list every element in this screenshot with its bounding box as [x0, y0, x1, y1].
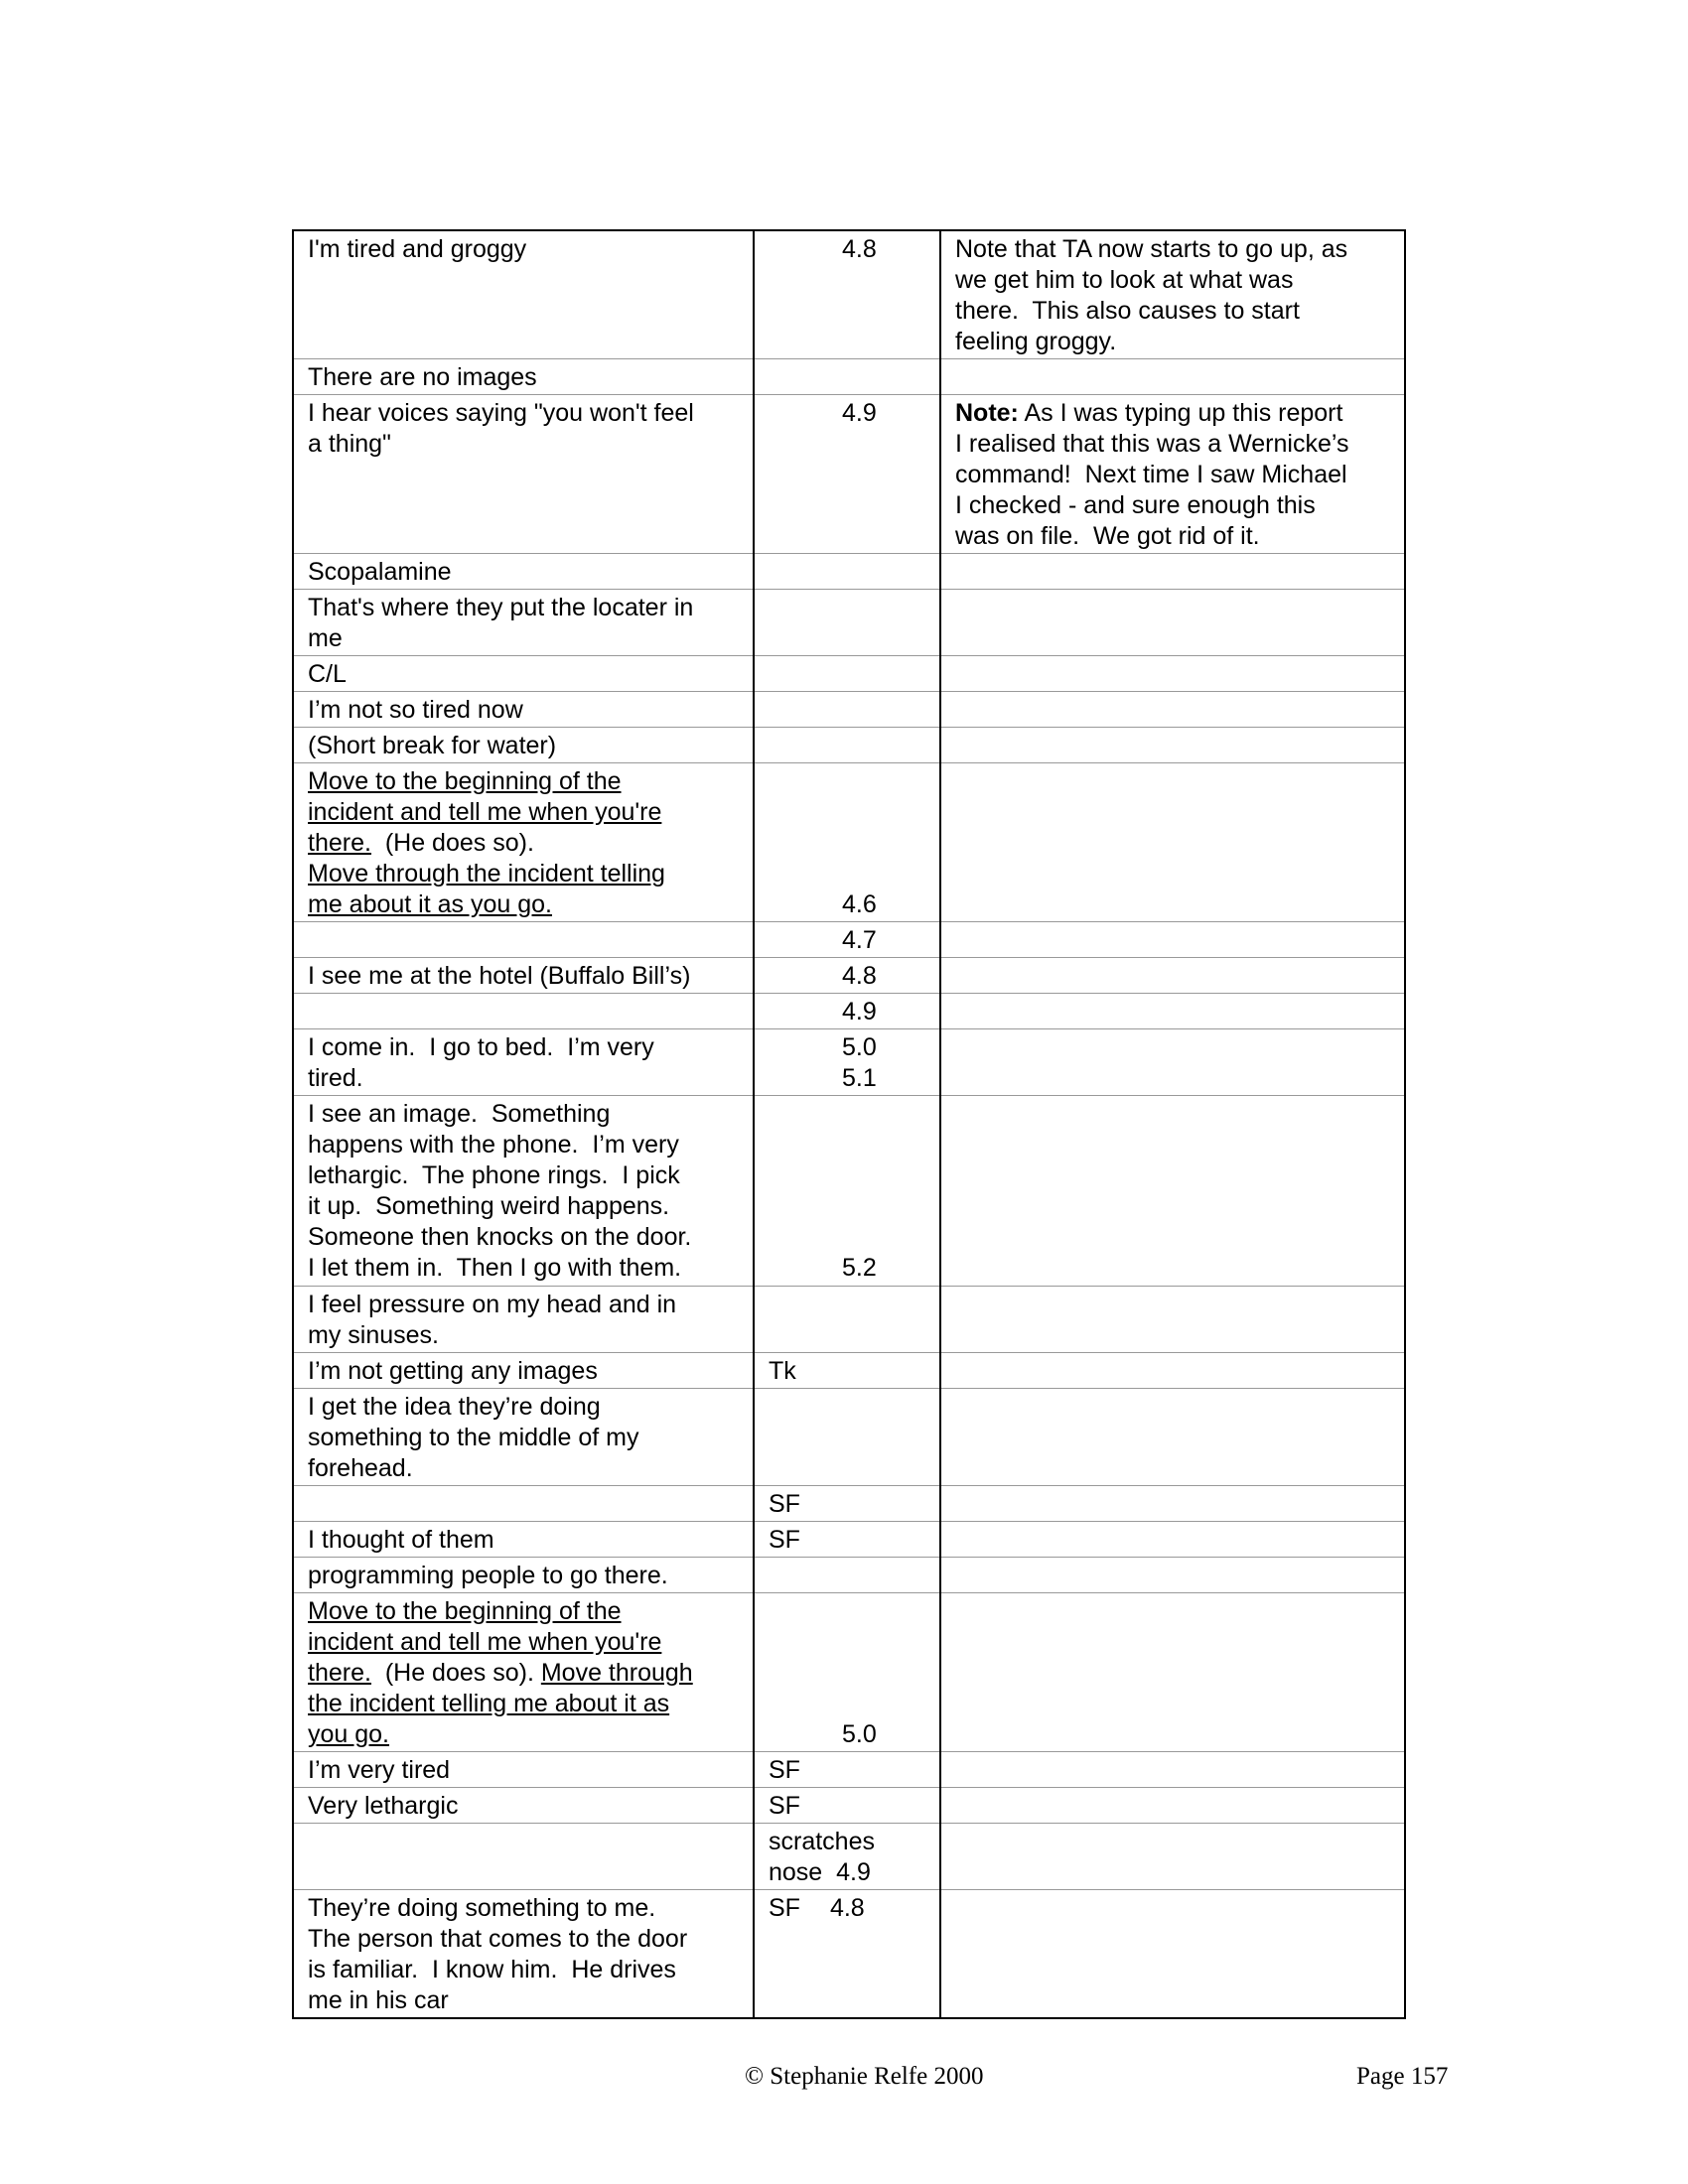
statement-cell: Move to the beginning of the incident and tell me when you're there. (He does so). Move through the incident telling me about it as you go. — [293, 1593, 754, 1752]
note-cell — [940, 1593, 1405, 1752]
value-cell — [754, 590, 940, 656]
value-cell — [754, 692, 940, 728]
value-cell — [754, 1389, 940, 1486]
value-cell: SF — [754, 1522, 940, 1558]
note-cell — [940, 554, 1405, 590]
statement-cell: C/L — [293, 656, 754, 692]
table-row — [293, 1788, 1405, 1824]
statement-cell: They’re doing something to me. The person that comes to the door is familiar. I know him. He drives me in his car — [293, 1890, 754, 2019]
statement-cell — [293, 922, 754, 958]
instruction-text: Move through the incident telling me about it as you go. — [308, 860, 665, 918]
table-row — [293, 1890, 1405, 2019]
note-cell — [940, 1824, 1405, 1890]
transcript-table — [292, 229, 1406, 2019]
footer-copyright: © Stephanie Relfe 2000 — [745, 2063, 984, 2090]
statement-cell: I thought of them — [293, 1522, 754, 1558]
note-cell — [940, 590, 1405, 656]
statement-cell — [293, 1824, 754, 1890]
value-cell: 4.8 — [754, 230, 940, 359]
statement-cell: Move to the beginning of the incident and tell me when you're there. (He does so). Move through the incident telling me about it as you go. — [293, 763, 754, 922]
statement-cell: I'm tired and groggy — [293, 230, 754, 359]
table-row — [293, 922, 1405, 958]
note-cell — [940, 763, 1405, 922]
value-cell — [754, 728, 940, 763]
value-cell: 4.7 — [754, 922, 940, 958]
table-row — [293, 1824, 1405, 1890]
value-cell: 5.0 — [754, 1593, 940, 1752]
table-row — [293, 1389, 1405, 1486]
statement-cell — [293, 1486, 754, 1522]
note-cell — [940, 1522, 1405, 1558]
table-row — [293, 554, 1405, 590]
table-row — [293, 1096, 1405, 1287]
statement-cell: Very lethargic — [293, 1788, 754, 1824]
note-cell — [940, 1287, 1405, 1353]
statement-cell: I’m very tired — [293, 1752, 754, 1788]
statement-cell: I get the idea they’re doing something to the middle of my forehead. — [293, 1389, 754, 1486]
statement-cell: I come in. I go to bed. I’m very tired. — [293, 1029, 754, 1096]
table-row — [293, 1522, 1405, 1558]
note-cell — [940, 922, 1405, 958]
statement-cell: I’m not so tired now — [293, 692, 754, 728]
value-cell: SF 4.8 — [754, 1890, 940, 2019]
table-row — [293, 1752, 1405, 1788]
value-cell: 4.9 — [754, 395, 940, 554]
value-cell: Tk — [754, 1353, 940, 1389]
statement-cell: (Short break for water) — [293, 728, 754, 763]
value-cell — [754, 656, 940, 692]
note-cell: Note that TA now starts to go up, as we get him to look at what was there. This also causes to start feeling groggy. — [940, 230, 1405, 359]
value-cell: 4.8 — [754, 958, 940, 994]
note-cell — [940, 1389, 1405, 1486]
value-cell: 5.0 5.1 — [754, 1029, 940, 1096]
note-cell — [940, 1486, 1405, 1522]
value-cell: 4.6 — [754, 763, 940, 922]
value-cell: SF — [754, 1788, 940, 1824]
table-row — [293, 395, 1405, 554]
table-row — [293, 230, 1405, 359]
note-cell — [940, 692, 1405, 728]
value-cell: 4.9 — [754, 994, 940, 1029]
table-row — [293, 359, 1405, 395]
note-cell: Note: As I was typing up this report I realised that this was a Wernicke’s command! Next time I saw Michael I checked - and sure enough this was on file. We got rid of it. — [940, 395, 1405, 554]
statement-cell: I feel pressure on my head and in my sinuses. — [293, 1287, 754, 1353]
statement-cell: That's where they put the locater in me — [293, 590, 754, 656]
statement-cell: There are no images — [293, 359, 754, 395]
table-row — [293, 1353, 1405, 1389]
value-cell: scratches nose 4.9 — [754, 1824, 940, 1890]
instruction-text: Move to the beginning of the incident and tell me when you're there. — [308, 1597, 662, 1687]
value-cell: SF — [754, 1752, 940, 1788]
note-cell — [940, 1752, 1405, 1788]
statement-cell: I see an image. Something happens with the phone. I’m very lethargic. The phone rings. I pick it up. Something weird happens. Someone then knocks on the door. I let them in. Then I go with them. — [293, 1096, 754, 1287]
value-cell: 5.2 — [754, 1096, 940, 1287]
note-cell — [940, 994, 1405, 1029]
instruction-text: Move through the incident telling me about it as you go. — [308, 1659, 693, 1748]
note-cell — [940, 958, 1405, 994]
note-cell — [940, 359, 1405, 395]
statement-cell: Scopalamine — [293, 554, 754, 590]
note-cell — [940, 1788, 1405, 1824]
statement-cell — [293, 994, 754, 1029]
table-row — [293, 1486, 1405, 1522]
value-cell — [754, 554, 940, 590]
table-row — [293, 728, 1405, 763]
value-cell: SF — [754, 1486, 940, 1522]
instruction-text: Move to the beginning of the incident and tell me when you're there. — [308, 767, 662, 857]
table-row — [293, 958, 1405, 994]
table-row — [293, 1029, 1405, 1096]
statement-cell: I hear voices saying "you won't feel a thing" — [293, 395, 754, 554]
statement-cell: I’m not getting any images — [293, 1353, 754, 1389]
note-label: Note: — [955, 399, 1019, 427]
table-row — [293, 692, 1405, 728]
note-cell — [940, 1890, 1405, 2019]
table-row — [293, 1558, 1405, 1593]
value-cell — [754, 359, 940, 395]
statement-cell: programming people to go there. — [293, 1558, 754, 1593]
value-cell — [754, 1287, 940, 1353]
table-row — [293, 994, 1405, 1029]
note-cell — [940, 1558, 1405, 1593]
page-number: Page 157 — [1356, 2063, 1449, 2090]
note-cell — [940, 1096, 1405, 1287]
value-cell — [754, 1558, 940, 1593]
note-cell — [940, 1029, 1405, 1096]
table-row — [293, 1287, 1405, 1353]
note-cell — [940, 728, 1405, 763]
note-cell — [940, 1353, 1405, 1389]
table-row — [293, 590, 1405, 656]
table-row — [293, 763, 1405, 922]
table-row — [293, 1593, 1405, 1752]
table-row — [293, 656, 1405, 692]
statement-cell: I see me at the hotel (Buffalo Bill’s) — [293, 958, 754, 994]
note-cell — [940, 656, 1405, 692]
